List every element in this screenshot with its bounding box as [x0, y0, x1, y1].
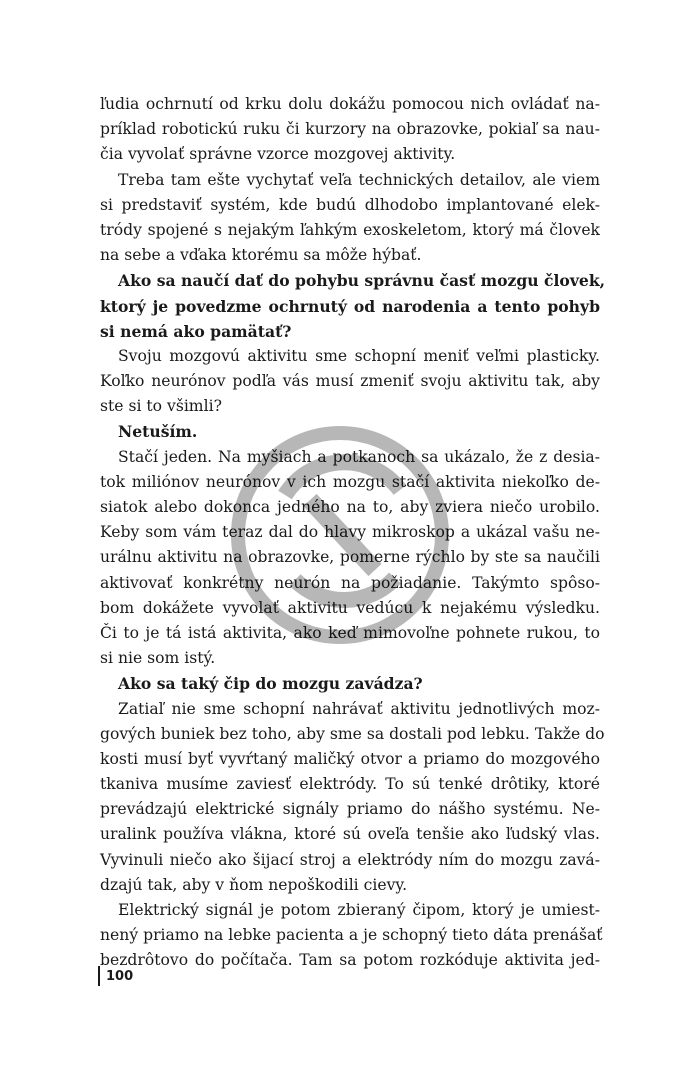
text-line: Svoju mozgovú aktivitu sme schopní meniť veľmi plasticky. — [118, 346, 600, 365]
text-line: gových buniek bez toho, aby sme sa dostali pod lebku. Takže do — [100, 724, 605, 743]
text-line: Stačí jeden. Na myšiach a potkanoch sa ukázalo, že z desia- — [118, 447, 600, 466]
text-line: nený priamo na lebke pacienta a je schopný tieto dáta prenášať — [100, 926, 603, 945]
text-line: ľudia ochrnutí od krku dolu dokážu pomocou nich ovládať na- — [100, 95, 600, 113]
page-number — [98, 966, 133, 986]
question-line: Ako sa naučí dať do pohybu správnu časť mozgu človek, — [118, 271, 606, 291]
text-line: aktivovať konkrétny neurón na požiadanie. Takýmto spôso- — [100, 573, 600, 592]
page-number-text: 100 — [106, 968, 134, 984]
text-line: tródy spojené s nejakým ľahkým exoskeletom, ktorý má človek — [100, 220, 600, 239]
folio-divider — [98, 966, 100, 986]
text-line: bom dokážete vyvolať aktivitu vedúcu k nejakému výsledku. — [100, 598, 600, 617]
page-text — [100, 92, 606, 974]
text-line: na sebe a vďaka ktorému sa môže hýbať. — [100, 246, 422, 265]
text-line: Zatiaľ nie sme schopní nahrávať aktivitu jednotlivých moz- — [118, 699, 600, 718]
text-line: prevádzajú elektrické signály priamo do nášho systému. Ne- — [100, 800, 600, 819]
text-line: si predstaviť systém, kde budú dlhodobo implantované elek- — [100, 195, 600, 214]
text-line: ste si to všimli? — [100, 397, 222, 416]
text-line: urálnu aktivitu na obrazovke, pomerne rýchlo by ste sa naučili — [100, 548, 600, 567]
text-line: kosti musí byť vyvŕtaný maličký otvor a priamo do mozgového — [100, 749, 600, 768]
text-line: Koľko neurónov podľa vás musí zmeniť svoju aktivitu tak, aby — [100, 372, 600, 391]
text-line: Vyvinuli niečo ako šijací stroj a elektródy ním do mozgu zavá- — [100, 850, 600, 869]
text-line: čia vyvolať správne vzorce mozgovej aktivity. — [100, 145, 456, 164]
text-line: Elektrický signál je potom zbieraný čipom, ktorý je umiest- — [118, 901, 600, 919]
text-line: Či to je tá istá aktivita, ako keď mimovoľne pohnete rukou, to — [100, 623, 600, 642]
text-line: dzajú tak, aby v ňom nepoškodili cievy. — [100, 875, 408, 894]
text-line: tkaniva musíme zaviesť elektródy. To sú tenké drôtiky, ktoré — [100, 775, 600, 794]
text-line: príklad robotickú ruku či kurzory na obrazovke, pokiaľ sa nau- — [100, 120, 600, 139]
text-line: si nie som istý. — [100, 649, 216, 668]
text-line: siatok alebo dokonca jedného na to, aby zviera niečo urobilo. — [100, 498, 600, 516]
question-line: ktorý je povedzme ochrnutý od narodenia a tento pohyb — [100, 296, 600, 316]
text-line: bezdrôtovo do počítača. Tam sa potom rozkóduje aktivita jed- — [100, 951, 600, 970]
question-line: Netuším. — [118, 422, 198, 442]
question-line: Ako sa taký čip do mozgu zavádza? — [118, 674, 423, 694]
text-line: uralink používa vlákna, ktoré sú oveľa tenšie ako ľudský vlas. — [100, 825, 600, 844]
text-line: Keby som vám teraz dal do hlavy mikroskop a ukázal vašu ne- — [100, 523, 600, 542]
text-line: Treba tam ešte vychytať veľa technických detailov, ale viem — [118, 170, 600, 189]
text-line: tok miliónov neurónov v ich mozgu stačí aktivita niekoľko de- — [100, 472, 600, 491]
question-line: si nemá ako pamätať? — [100, 321, 292, 341]
